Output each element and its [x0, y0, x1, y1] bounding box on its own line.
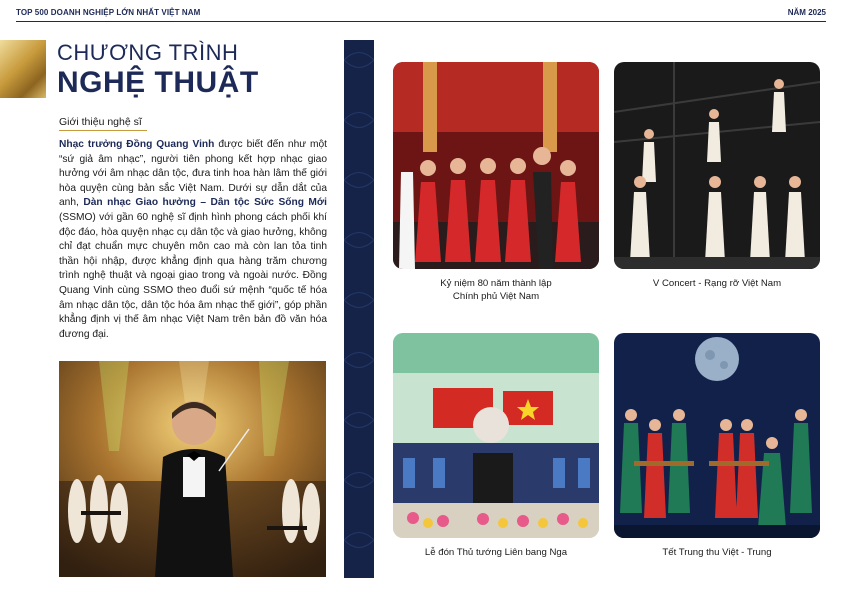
- intro-underline: [59, 130, 147, 131]
- running-header: [16, 8, 826, 22]
- caption-mid-autumn: Tết Trung thu Việt - Trung: [662, 547, 772, 558]
- gallery-photo-vconcert: [614, 62, 820, 269]
- conductor-photo: [59, 361, 326, 577]
- gallery-photo-mid-autumn: [614, 333, 820, 538]
- orchestra-name: Dàn nhạc Giao hưởng – Dân tộc Sức Sống Mới: [83, 197, 327, 209]
- conductor-name: Nhạc trưởng Đồng Quang Vinh: [59, 139, 215, 150]
- caption-vconcert: V Concert - Rạng rỡ Việt Nam: [652, 278, 782, 289]
- gallery-photo-russia-welcome: [393, 333, 599, 538]
- section-title-line1: CHƯƠNG TRÌNH: [57, 40, 239, 65]
- bio-text-2: (SSMO) với gần 60 nghệ sĩ định hình phong cách phối khí độc đáo, hòa quyện nhạc cụ dân tộc và giao hưởng, không chỉ đạt chuẩn mực chuyên môn cao mà còn lan tỏa tinh thần hội nhập, được khẳng định qua hàng trăm chương trình nghệ thuật và ngoại giao trong và ngoài nước. Đồng Quang Vinh cùng SSMO theo đuổi sứ mệnh “quốc tế hóa âm nhạc dân tộc, dân tộc hóa âm nhạc thế giới”, góp phần khẳng định vị thế âm nhạc Việt Nam trên bản đồ văn hóa đương đại.: [59, 211, 327, 340]
- header-divider: [16, 21, 826, 22]
- section-title-line2: NGHỆ THUẬT: [57, 66, 259, 99]
- caption-russia-welcome: Lễ đón Thủ tướng Liên bang Nga: [424, 547, 568, 558]
- intro-label: Giới thiệu nghệ sĩ: [59, 116, 142, 128]
- caption-anniversary-line2: Chính phủ Việt Nam: [452, 291, 540, 302]
- caption-anniversary-line1: Kỷ niệm 80 năm thành lập: [440, 278, 552, 289]
- artist-bio: [59, 138, 327, 342]
- gallery-photo-anniversary: [393, 62, 599, 269]
- gold-accent-block: [0, 40, 46, 98]
- decorative-pattern-strip: [344, 40, 374, 578]
- publication-year: NĂM 2025: [787, 8, 826, 17]
- caption-anniversary: [393, 277, 599, 303]
- bio-text-1: được biết đến như một “sứ giả âm nhạc”, người tiên phong kết hợp nhạc giao hưởng với âm nhạc dân tộc, đưa tinh hoa hàn lâm thế giới hòa quyện cùng bản sắc Việt Nam. Dưới sự dẫn dắt của anh,: [59, 139, 328, 209]
- publication-title: TOP 500 DOANH NGHIỆP LỚN NHẤT VIỆT NAM: [16, 8, 201, 17]
